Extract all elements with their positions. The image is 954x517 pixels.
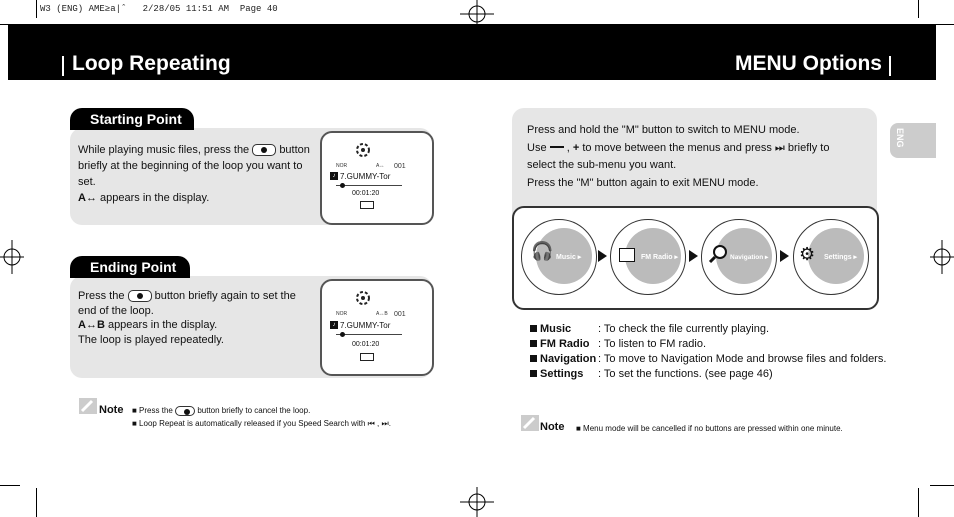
- player-display-start: [320, 131, 434, 225]
- play-mode-label: NOR: [336, 163, 348, 169]
- battery-icon: [360, 353, 374, 361]
- next-arrow-icon: [689, 250, 698, 262]
- starting-point-heading: Starting Point: [70, 108, 194, 130]
- menu-circle-label: Settings ▸: [824, 254, 858, 261]
- starting-point-text: [78, 142, 323, 206]
- print-header: W3 (ENG) AME≥a|ˆ 2/28/05 11:51 AM Page 40: [40, 4, 278, 14]
- menu-circle-music: [521, 219, 597, 295]
- menu-options-list: [530, 322, 890, 382]
- menu-option-desc: : To listen to FM radio.: [598, 338, 707, 350]
- crop-mark: [36, 488, 37, 517]
- menu-intro-line1: Press and hold the "M" button to switch to MENU mode.: [527, 124, 800, 136]
- music-note-icon: ♪: [330, 172, 338, 180]
- ending-point-heading: Ending Point: [70, 256, 190, 278]
- menu-option-item: [530, 322, 890, 337]
- repeat-ab-symbol: A↔B: [78, 319, 105, 331]
- menu-circle-navigation: [701, 219, 777, 295]
- menu-option-name: Music: [540, 323, 572, 335]
- progress-bar: [336, 185, 402, 186]
- ending-point-text: [78, 289, 318, 347]
- bullet-icon: [530, 355, 537, 362]
- registration-mark-bottom: [460, 487, 494, 517]
- plus-icon: +: [572, 141, 580, 154]
- right-note-text: ■ Menu mode will be cancelled if no buttons are pressed within one minute.: [576, 424, 843, 433]
- menu-option-desc: : To set the functions. (see page 46): [598, 368, 773, 380]
- left-note-item1-after: button briefly to cancel the loop.: [197, 406, 311, 415]
- starting-point-line1-after: button: [279, 144, 310, 156]
- starting-point-line2: briefly at the beginning of the loop you want to set.: [78, 160, 303, 188]
- note-label: Note: [99, 404, 124, 416]
- title-divider: [62, 56, 64, 76]
- menu-option-item: [530, 352, 890, 367]
- crop-mark: [36, 0, 37, 18]
- menu-intro-line3: select the sub-menu you want.: [527, 159, 677, 171]
- ending-point-line1: Press the: [78, 290, 125, 302]
- repeat-indicator: A↔: [376, 163, 385, 169]
- spinner-icon: [354, 289, 372, 307]
- play-mode-label: NOR: [336, 311, 348, 317]
- elapsed-time: 00:01:20: [352, 341, 380, 348]
- registration-mark-left: [0, 240, 24, 274]
- menu-option-name: FM Radio: [540, 338, 590, 350]
- note-pencil-icon: [78, 397, 98, 415]
- menu-intro-line2: Use: [527, 141, 547, 154]
- menu-option-name: Navigation: [540, 353, 597, 365]
- track-title: 7.GUMMY-Tor: [340, 321, 391, 330]
- ending-point-line2: end of the loop.: [78, 304, 154, 317]
- play-button-icon: [252, 144, 276, 156]
- menu-intro-text: [527, 122, 867, 192]
- menu-circle-settings: [793, 219, 869, 295]
- note-pencil-icon: [520, 414, 540, 432]
- bullet-icon: [530, 370, 537, 377]
- menu-circle-label: Music ▸: [556, 254, 582, 261]
- menu-option-item: [530, 337, 890, 352]
- magnifier-icon: [708, 244, 728, 264]
- track-number: 001: [394, 311, 406, 318]
- repeat-a-symbol: A↔: [78, 192, 97, 204]
- headphones-icon: 🎧: [531, 241, 554, 261]
- left-page-title: Loop Repeating: [72, 52, 231, 75]
- menu-option-desc: : To move to Navigation Mode and browse files and folders.: [598, 353, 887, 365]
- progress-knob: [340, 183, 345, 188]
- registration-mark-right: [930, 240, 954, 274]
- ending-point-line4: The loop is played repeatedly.: [78, 333, 224, 346]
- crop-mark: [0, 485, 20, 486]
- progress-bar: [336, 334, 402, 335]
- menu-option-name: Settings: [540, 368, 584, 380]
- track-title: 7.GUMMY-Tor: [340, 172, 391, 181]
- spinner-icon: [354, 141, 372, 159]
- ending-point-line3: appears in the display.: [104, 319, 218, 331]
- menu-circle-fm-radio: [610, 219, 686, 295]
- menu-intro-line4: Press the "M" button again to exit MENU mode.: [527, 176, 759, 189]
- menu-option-desc: : To check the file currently playing.: [598, 323, 769, 335]
- starting-point-line3: appears in the display.: [96, 192, 210, 204]
- crop-mark: [918, 488, 919, 517]
- gear-icon: ⚙: [799, 244, 816, 264]
- left-note-item2: ■ Loop Repeat is automatically released if you Speed Search with ⏮ , ⏭.: [132, 419, 391, 428]
- language-tab-label: ENG: [895, 128, 905, 148]
- note-label: Note: [540, 421, 565, 433]
- repeat-indicator: A↔B: [376, 311, 388, 317]
- menu-circle-label: Navigation ▸: [730, 254, 769, 261]
- next-arrow-icon: [598, 250, 607, 262]
- play-button-icon: [128, 290, 152, 302]
- battery-icon: [360, 201, 374, 209]
- crop-mark: [930, 485, 954, 486]
- starting-point-line1: While playing music files, press the: [78, 144, 250, 156]
- left-note-text: [132, 404, 452, 430]
- track-number: 001: [394, 163, 406, 170]
- menu-option-item: [530, 367, 890, 382]
- menu-circle-label: FM Radio ▸: [641, 254, 678, 261]
- bullet-icon: [530, 325, 537, 332]
- music-note-icon: ♪: [330, 321, 338, 329]
- progress-knob: [340, 332, 345, 337]
- left-note-item1: ■ Press the: [132, 406, 173, 415]
- menu-intro-sep: ,: [566, 141, 570, 154]
- crop-mark: [918, 0, 919, 18]
- title-divider: [889, 56, 891, 76]
- radio-icon: [619, 248, 635, 262]
- elapsed-time: 00:01:20: [352, 190, 380, 197]
- right-page-title: MENU Options: [735, 52, 882, 75]
- player-display-end: [320, 279, 434, 376]
- minus-icon: [550, 146, 564, 148]
- play-button-icon: [175, 406, 195, 416]
- menu-intro-line2-after: to move between the menus and press ⏭ briefly to: [582, 141, 830, 154]
- ending-point-line1-after: button briefly again to set the: [154, 290, 296, 302]
- bullet-icon: [530, 340, 537, 347]
- next-arrow-icon: [780, 250, 789, 262]
